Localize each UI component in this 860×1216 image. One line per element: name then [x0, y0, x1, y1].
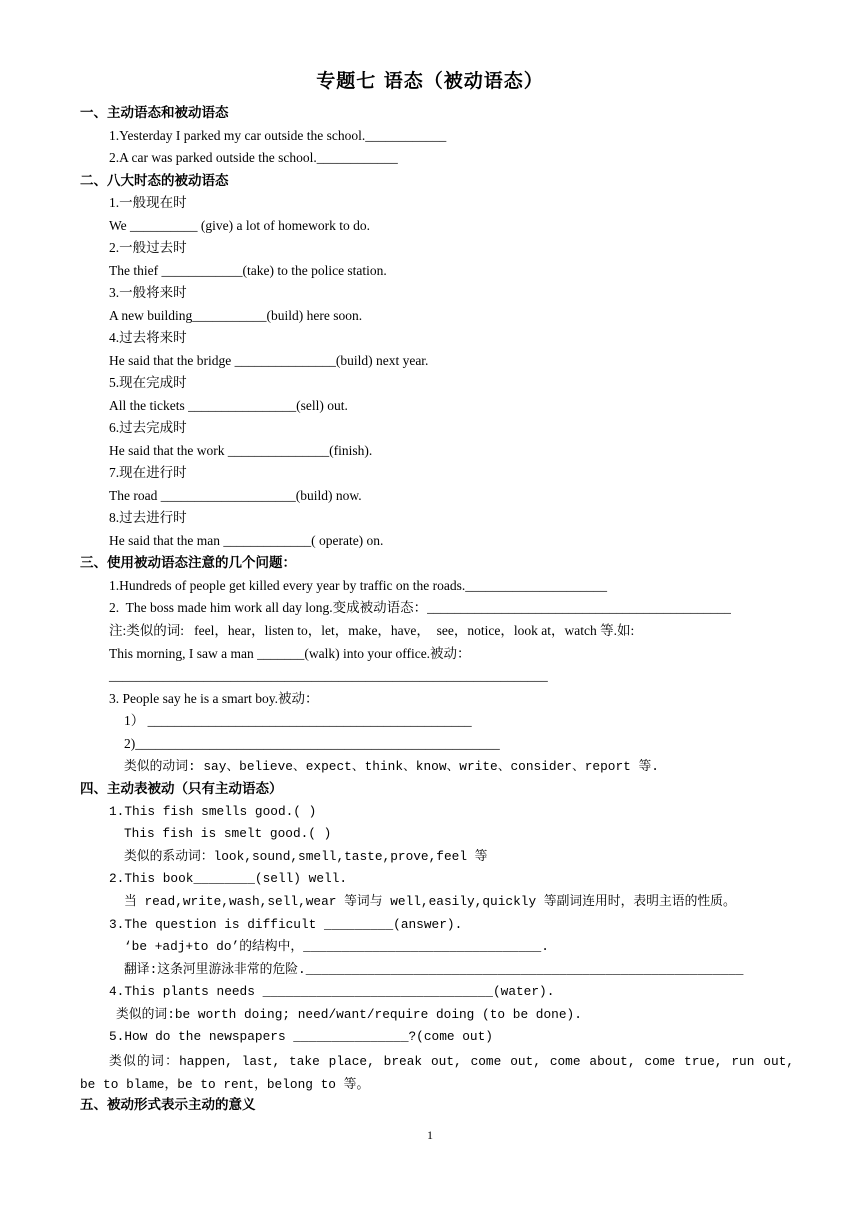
exercise-line: This morning, I saw a man _______(walk) into your office.被动：: [109, 646, 471, 661]
exercise-line: We __________ (give) a lot of homework to do.: [109, 218, 370, 233]
note-line: 类似的词:be worth doing; need/want/require doing (to be done).: [116, 1007, 582, 1022]
answer-blank: _________________________________________________________________: [109, 668, 548, 683]
exercise-line: 4.This plants needs ______________________________(water).: [109, 984, 555, 999]
section-heading-2: 二、八大时态的被动语态: [80, 173, 229, 189]
exercise-line: This fish is smelt good.( ): [124, 826, 332, 841]
tense-label: 1.一般现在时: [109, 195, 187, 210]
exercise-line: A new building___________(build) here soon.: [109, 308, 363, 323]
exercise-line: 3. People say he is a smart boy.被动：: [109, 691, 319, 706]
tense-label: 2.一般过去时: [109, 240, 187, 255]
note-line: 类似的动词: say、believe、expect、think、know、write、consider、report 等.: [124, 759, 659, 774]
tense-label: 8.过去进行时: [109, 510, 187, 525]
exercise-line: He said that the man _____________( operate) on.: [109, 533, 384, 548]
note-paragraph: 类似的词：happen, last, take place, break out, come out, come about, come true, run out, be to blame，be to rent，belong to 等。: [80, 1054, 794, 1092]
exercise-line: 1.This fish smells good.( ): [109, 804, 317, 819]
page-number: 1: [427, 1128, 433, 1142]
answer-blank: 2)______________________________________________________: [124, 736, 500, 751]
exercise-line: 2.This book________(sell) well.: [109, 871, 348, 886]
tense-label: 4.过去将来时: [109, 330, 187, 345]
exercise-line: He said that the work _______________(finish).: [109, 443, 373, 458]
answer-blank: 1） ________________________________________________: [124, 713, 472, 728]
exercise-line: The road ____________________(build) now.: [109, 488, 362, 503]
exercise-line: 2. The boss made him work all day long.变成被动语态：_____________________________________________: [109, 600, 731, 615]
exercise-line: 1.Hundreds of people get killed every year by traffic on the roads._____________________: [109, 578, 608, 593]
tense-label: 6.过去完成时: [109, 420, 187, 435]
exercise-line: 2.A car was parked outside the school.____________: [109, 150, 398, 165]
exercise-line: The thief ____________(take) to the police station.: [109, 263, 387, 278]
note-line: 类似的系动词：look,sound,smell,taste,prove,feel 等: [124, 849, 488, 864]
exercise-line: 1.Yesterday I parked my car outside the school.____________: [109, 128, 447, 143]
section-heading-5: 五、被动形式表示主动的意义: [80, 1097, 256, 1113]
note-line: ‘be +adj+to do’的结构中，_______________________________.: [124, 939, 549, 954]
tense-label: 5.现在完成时: [109, 375, 187, 390]
section-heading-4: 四、主动表被动（只有主动语态）: [80, 781, 283, 797]
section-heading-1: 一、主动语态和被动语态: [80, 105, 229, 121]
page-title: 专题七 语态（被动语态）: [316, 70, 544, 92]
tense-label: 7.现在进行时: [109, 465, 187, 480]
exercise-line: 翻译:这条河里游泳非常的危险._________________________________________________________: [124, 962, 744, 977]
section-heading-3: 三、使用被动语态注意的几个问题：: [80, 555, 296, 571]
exercise-line: 3.The question is difficult _________(answer).: [109, 917, 463, 932]
note-line: 注:类似的词: feel，hear，listen to，let，make，have， see，notice，look at，watch 等.如:: [109, 623, 635, 638]
tense-label: 3.一般将来时: [109, 285, 187, 300]
note-line: 当 read,write,wash,sell,wear 等词与 well,easily,quickly 等副词连用时，表明主语的性质。: [124, 894, 736, 909]
exercise-line: All the tickets ________________(sell) out.: [109, 398, 348, 413]
exercise-line: 5.How do the newspapers _______________?(come out): [109, 1029, 493, 1044]
exercise-line: He said that the bridge _______________(build) next year.: [109, 353, 429, 368]
